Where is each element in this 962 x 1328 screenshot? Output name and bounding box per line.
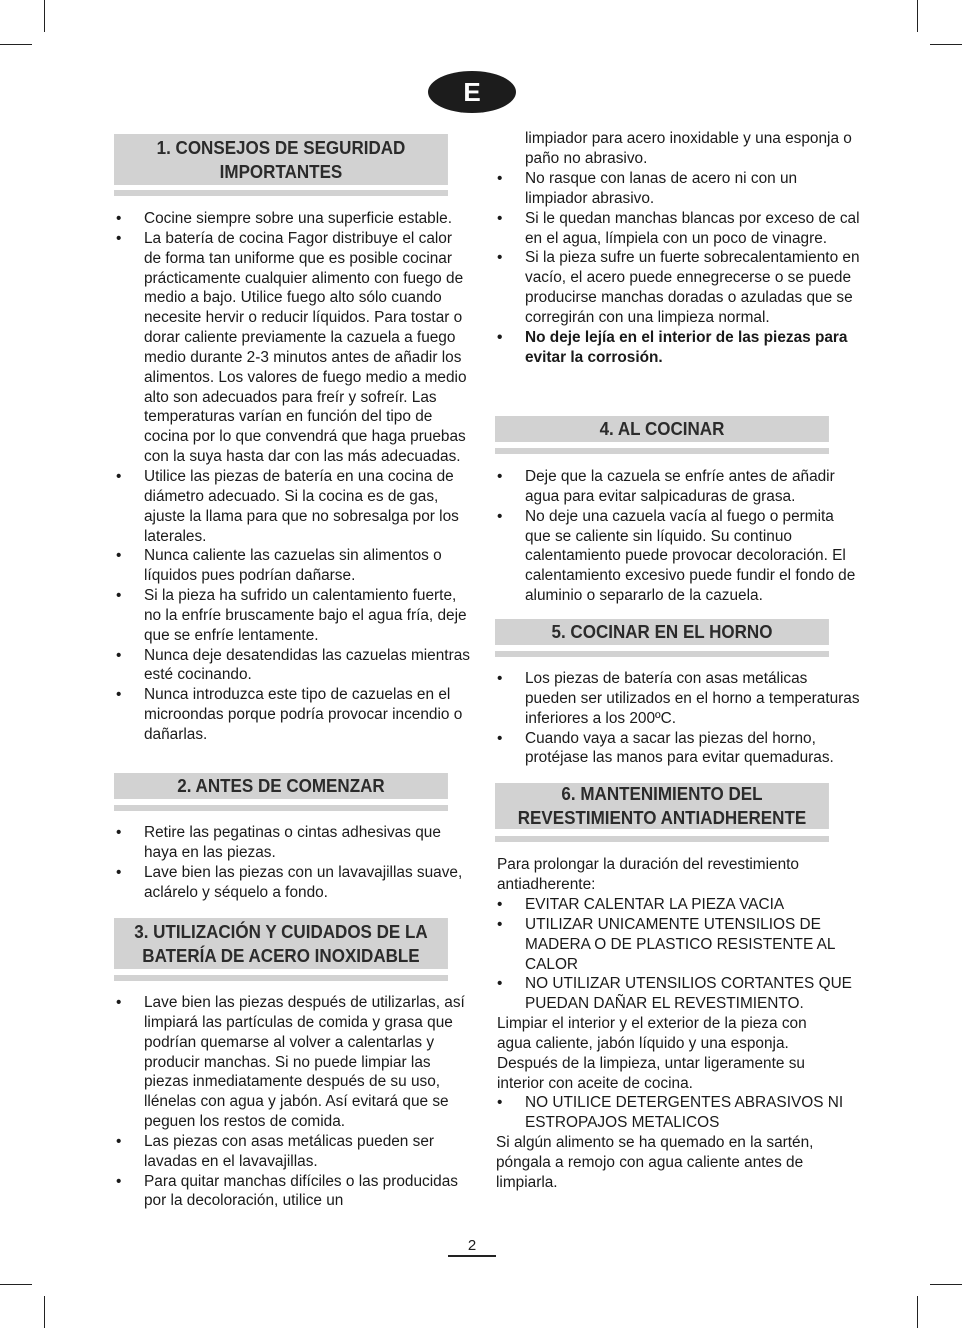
section-1-rule (114, 190, 448, 196)
list-item: • NO UTILICE DETERGENTES ABRASIVOS NI ESTROPAJOS METALICOS (495, 1093, 860, 1133)
crop-mark (0, 1284, 32, 1285)
crop-mark (44, 1296, 45, 1328)
section-5-rule (495, 651, 829, 657)
list-item: • Si le quedan manchas blancas por exceso de cal en el agua, límpiela con un poco de vinagre. (495, 209, 860, 249)
section-1-list (114, 209, 472, 745)
list-item: • La batería de cocina Fagor distribuye el calor de forma tan uniforme que es posible cocinar prácticamente cualquier alimento con fuego de medio a bajo. Utilice fuego alto sólo cuando necesite hervir o reducir líquidos. Para tostar o dorar caliente previamente la cazuela a fuego medio durante 2-3 minutos antes de añadir los alimentos. Los valores de fuego medio a medio alto son adecuados para freír y sofreír. Las temperaturas varían en función del tipo de cocina por lo que convendrá que haga pruebas con la suya hasta dar con las más adecuadas. (114, 229, 472, 467)
crop-mark (44, 0, 45, 32)
section-5-heading (495, 619, 829, 645)
section-4-title: 4. AL COCINAR (599, 418, 725, 439)
section-3-list-continued (495, 169, 860, 367)
section-6-closing-text: Si algún alimento se ha quemado en la sartén, póngala a remojo con agua caliente antes de limpiarla. (496, 1134, 814, 1191)
section-2-rule (114, 805, 448, 811)
page-number: 2 (448, 1237, 496, 1257)
section-6-intro: Para prolongar la duración del revestimiento antiadherente: (497, 856, 799, 893)
section-4-list (495, 467, 860, 606)
list-item: • Nunca caliente las cazuelas sin alimentos o líquidos pues podrían dañarse. (114, 546, 472, 586)
section-6-title-line2: REVESTIMIENTO ANTIADHERENTE (517, 807, 807, 828)
list-item: • Cuando vaya a sacar las piezas del horno, protéjase las manos para evitar quemaduras. (495, 729, 860, 769)
list-item: • Retire las pegatinas o cintas adhesivas que haya en las piezas. (114, 823, 472, 863)
list-item: • Nunca deje desatendidas las cazuelas mientras esté cocinando. (114, 646, 472, 686)
section-1-heading (114, 134, 448, 185)
section-2-title: 2. ANTES DE COMENZAR (177, 775, 385, 796)
list-item: • UTILIZAR UNICAMENTE UTENSILIOS DE MADERA O DE PLASTICO RESISTENTE AL CALOR (495, 915, 860, 975)
list-item: • Para quitar manchas difíciles o las producidas por la decoloración, utilice un (114, 1172, 472, 1212)
section-3-title-line2: BATERÍA DE ACERO INOXIDABLE (142, 944, 420, 966)
section-6-list-2 (495, 1093, 860, 1133)
language-badge: E (428, 71, 516, 113)
crop-mark (917, 1296, 918, 1328)
section-6-title-line1: 6. MANTENIMIENTO DEL (561, 783, 763, 804)
list-item: • Si la pieza sufre un fuerte sobrecalentamiento en vacío, el acero puede ennegrecerse o se puede producirse manchas doradas o azuladas que se corregirán con una limpieza normal. (495, 248, 860, 327)
section-1-title-line2: IMPORTANTES (219, 160, 343, 182)
list-item: • Cocine siempre sobre una superficie estable. (114, 209, 472, 229)
list-item: • Si la pieza ha sufrido un calentamiento fuerte, no la enfríe bruscamente bajo el agua fría, deje que se enfríe lentamente. (114, 586, 472, 646)
list-item: • Nunca introduzca este tipo de cazuelas en el microondas porque podría provocar incendio o dañarlas. (114, 685, 472, 745)
list-item: • No rasque con lanas de acero ni con un limpiador abrasivo. (495, 169, 860, 209)
section-4-heading (495, 416, 829, 442)
section-3-list (114, 993, 472, 1211)
section-6-rule (495, 836, 829, 842)
list-item: • Deje que la cazuela se enfríe antes de añadir agua para evitar salpicaduras de grasa. (495, 467, 860, 507)
section-6-list (495, 895, 860, 1014)
section-5-list (495, 669, 860, 768)
list-item: • Los piezas de batería con asas metálicas pueden ser utilizados en el horno a temperaturas inferiores a los 200ºC. (495, 669, 860, 729)
section-3-continuation: limpiador para acero inoxidable y una esponja o paño no abrasivo. (525, 130, 852, 167)
list-item: • Utilice las piezas de batería en una cocina de diámetro adecuado. Si la cocina es de gas, ajuste la llama para que no sobresalga por los laterales. (114, 467, 472, 546)
list-item-warning: • No deje lejía en el interior de las piezas para evitar la corrosión. (495, 328, 860, 368)
crop-mark (917, 0, 918, 32)
crop-mark (0, 44, 32, 45)
list-item: • EVITAR CALENTAR LA PIEZA VACIA (495, 895, 860, 915)
list-item: • No deje una cazuela vacía al fuego o permita que se caliente sin líquido. Su continuo calentamiento puede provocar decoloración. El calentamiento excesivo puede fundir el fondo de aluminio o separarlo de la cazuela. (495, 507, 860, 606)
section-5-title: 5. COCINAR EN EL HORNO (551, 621, 773, 642)
section-4-rule (495, 448, 829, 454)
section-1-title-line1: 1. CONSEJOS DE SEGURIDAD (156, 136, 406, 158)
list-item: • Las piezas con asas metálicas pueden ser lavadas en el lavavajillas. (114, 1132, 472, 1172)
section-3-heading (114, 918, 448, 969)
list-item: • NO UTILIZAR UTENSILIOS CORTANTES QUE PUEDAN DAÑAR EL REVESTIMIENTO. (495, 974, 860, 1014)
section-6-heading (495, 783, 829, 829)
list-item: • Lave bien las piezas con un lavavajillas suave, aclárelo y séquelo a fondo. (114, 863, 472, 903)
list-item: • Lave bien las piezas después de utilizarlas, así limpiará las partículas de comida y grasa que podrían quemarse al volver a calentarlas y producir manchas. Si no puede limpiar las piezas inmediatamente después de su uso, llénelas con agua y jabón. Así evitará que se peguen los restos de comida. (114, 993, 472, 1132)
section-3-rule (114, 975, 448, 981)
crop-mark (930, 1284, 962, 1285)
section-3-title-line1: 3. UTILIZACIÓN Y CUIDADOS DE LA (134, 920, 428, 942)
section-6-cleaning-text: Limpiar el interior y el exterior de la pieza con agua caliente, jabón líquido y una esponja. Después de la limpieza, untar ligeramente su interior con aceite de cocina. (497, 1015, 807, 1092)
crop-mark (930, 44, 962, 45)
section-2-list (114, 823, 472, 902)
section-2-heading (114, 773, 448, 799)
